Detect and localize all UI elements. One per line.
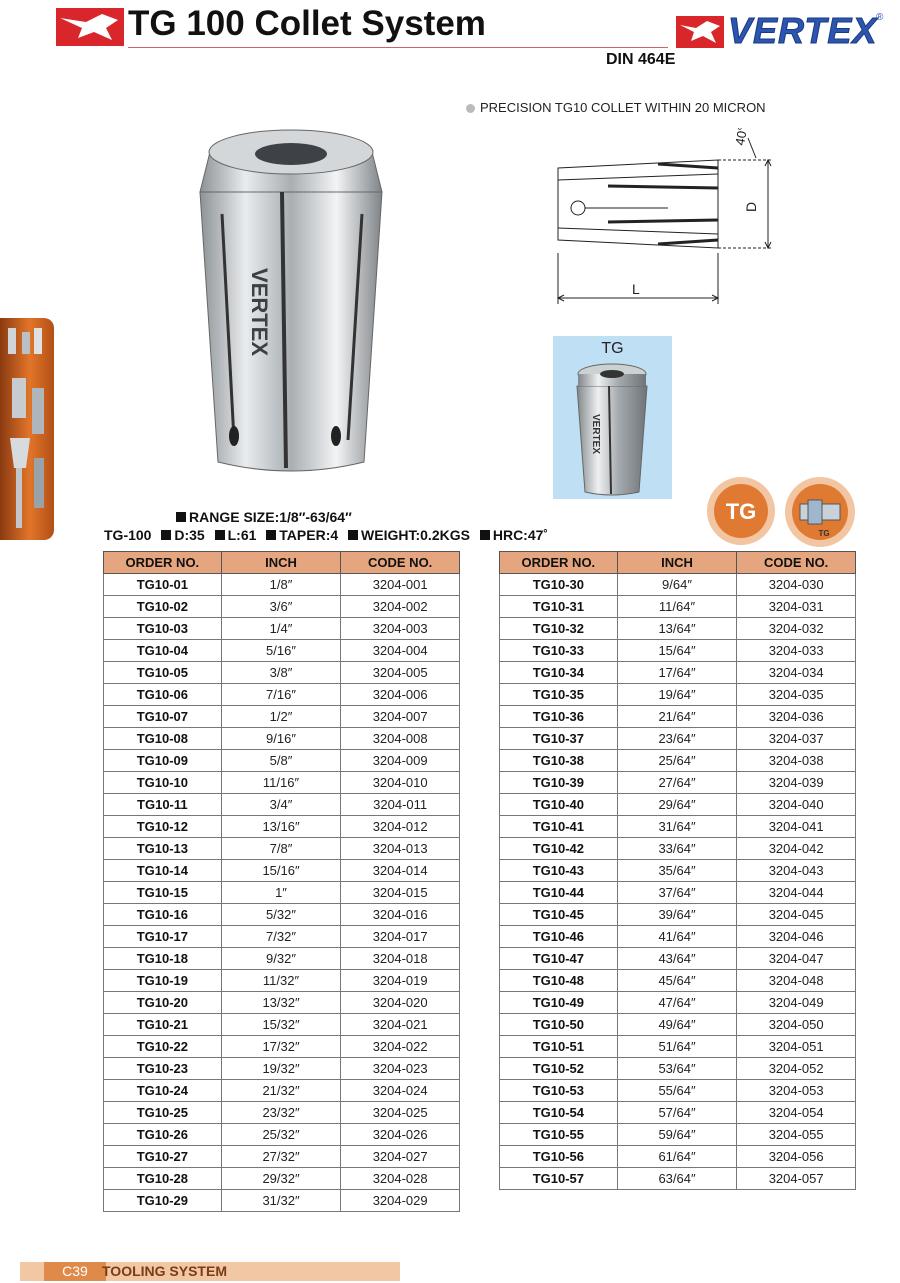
inch-cell: 3/6″ bbox=[221, 596, 341, 618]
standard-label: DIN 464E bbox=[606, 51, 676, 68]
table-row bbox=[104, 1146, 460, 1168]
inch-cell: 47/64″ bbox=[617, 992, 737, 1014]
code-no-cell: 3204-025 bbox=[341, 1102, 460, 1124]
table-row bbox=[500, 948, 856, 970]
square-bullet-icon bbox=[266, 530, 276, 540]
code-no-cell: 3204-009 bbox=[341, 750, 460, 772]
square-bullet-icon bbox=[480, 530, 490, 540]
inch-cell: 27/64″ bbox=[617, 772, 737, 794]
table-row bbox=[500, 1014, 856, 1036]
code-no-cell: 3204-018 bbox=[341, 948, 460, 970]
code-no-cell: 3204-055 bbox=[737, 1124, 856, 1146]
title-divider bbox=[128, 47, 668, 48]
registered-mark: ® bbox=[876, 12, 884, 23]
page-title: TG 100 Collet System bbox=[128, 4, 486, 43]
code-no-cell: 3204-008 bbox=[341, 728, 460, 750]
spec-weight: WEIGHT:0.2KGS bbox=[361, 527, 470, 543]
table-row bbox=[104, 574, 460, 596]
code-no-cell: 3204-028 bbox=[341, 1168, 460, 1190]
tg-badge-label: TG bbox=[725, 499, 757, 524]
table-row bbox=[500, 1124, 856, 1146]
spec-taper: TAPER:4 bbox=[279, 527, 339, 543]
table-row bbox=[500, 1058, 856, 1080]
table-row bbox=[104, 1102, 460, 1124]
code-no-cell: 3204-057 bbox=[737, 1168, 856, 1190]
brand-eagle-icon bbox=[676, 16, 724, 48]
inch-cell: 5/32″ bbox=[221, 904, 341, 926]
table-row bbox=[104, 904, 460, 926]
code-no-cell: 3204-027 bbox=[341, 1146, 460, 1168]
inch-cell: 51/64″ bbox=[617, 1036, 737, 1058]
inch-cell: 59/64″ bbox=[617, 1124, 737, 1146]
tooling-side-image bbox=[0, 318, 54, 540]
inch-cell: 31/32″ bbox=[221, 1190, 341, 1212]
code-no-cell: 3204-013 bbox=[341, 838, 460, 860]
length-label: L bbox=[632, 281, 640, 297]
order-no-cell: TG10-57 bbox=[500, 1168, 618, 1190]
table-row bbox=[104, 1080, 460, 1102]
order-no-cell: TG10-34 bbox=[500, 662, 618, 684]
table-row bbox=[104, 860, 460, 882]
inch-cell: 29/32″ bbox=[221, 1168, 341, 1190]
table-row bbox=[104, 706, 460, 728]
code-no-cell: 3204-051 bbox=[737, 1036, 856, 1058]
header-code-no: CODE NO. bbox=[737, 552, 856, 574]
code-no-cell: 3204-020 bbox=[341, 992, 460, 1014]
inch-cell: 25/32″ bbox=[221, 1124, 341, 1146]
table-row bbox=[500, 1146, 856, 1168]
svg-text:VERTEX: VERTEX bbox=[590, 414, 601, 455]
table-row bbox=[104, 618, 460, 640]
order-no-cell: TG10-32 bbox=[500, 618, 618, 640]
order-no-cell: TG10-38 bbox=[500, 750, 618, 772]
square-bullet-icon bbox=[161, 530, 171, 540]
order-no-cell: TG10-24 bbox=[104, 1080, 222, 1102]
code-no-cell: 3204-016 bbox=[341, 904, 460, 926]
order-no-cell: TG10-23 bbox=[104, 1058, 222, 1080]
code-no-cell: 3204-006 bbox=[341, 684, 460, 706]
spec-line bbox=[104, 527, 548, 543]
order-no-cell: TG10-13 bbox=[104, 838, 222, 860]
code-no-cell: 3204-017 bbox=[341, 926, 460, 948]
table-row bbox=[500, 1168, 856, 1190]
code-no-cell: 3204-054 bbox=[737, 1102, 856, 1124]
code-no-cell: 3204-042 bbox=[737, 838, 856, 860]
order-no-cell: TG10-37 bbox=[500, 728, 618, 750]
inch-cell: 1/8″ bbox=[221, 574, 341, 596]
square-bullet-icon bbox=[348, 530, 358, 540]
order-no-cell: TG10-21 bbox=[104, 1014, 222, 1036]
order-no-cell: TG10-39 bbox=[500, 772, 618, 794]
code-no-cell: 3204-038 bbox=[737, 750, 856, 772]
order-no-cell: TG10-50 bbox=[500, 1014, 618, 1036]
inch-cell: 11/16″ bbox=[221, 772, 341, 794]
inch-cell: 1/4″ bbox=[221, 618, 341, 640]
range-size bbox=[170, 509, 352, 525]
code-no-cell: 3204-021 bbox=[341, 1014, 460, 1036]
table-row bbox=[104, 684, 460, 706]
table-header-row bbox=[104, 552, 460, 574]
code-no-cell: 3204-029 bbox=[341, 1190, 460, 1212]
table-row bbox=[104, 926, 460, 948]
order-no-cell: TG10-11 bbox=[104, 794, 222, 816]
order-table-left bbox=[103, 551, 460, 1212]
order-no-cell: TG10-40 bbox=[500, 794, 618, 816]
order-no-cell: TG10-25 bbox=[104, 1102, 222, 1124]
inch-cell: 17/64″ bbox=[617, 662, 737, 684]
code-no-cell: 3204-015 bbox=[341, 882, 460, 904]
table-row bbox=[104, 882, 460, 904]
order-no-cell: TG10-12 bbox=[104, 816, 222, 838]
table-row bbox=[500, 640, 856, 662]
brand-name: VERTEX bbox=[728, 10, 878, 51]
tg-photo-label: TG bbox=[601, 340, 624, 357]
inch-cell: 9/64″ bbox=[617, 574, 737, 596]
page-footer bbox=[20, 1262, 400, 1281]
table-row bbox=[104, 1168, 460, 1190]
code-no-cell: 3204-004 bbox=[341, 640, 460, 662]
order-table-right bbox=[499, 551, 856, 1190]
inch-cell: 13/64″ bbox=[617, 618, 737, 640]
collet-dimension-drawing bbox=[548, 128, 788, 306]
inch-cell: 45/64″ bbox=[617, 970, 737, 992]
order-no-cell: TG10-52 bbox=[500, 1058, 618, 1080]
table-row bbox=[500, 1036, 856, 1058]
order-no-cell: TG10-45 bbox=[500, 904, 618, 926]
table-row bbox=[104, 948, 460, 970]
order-no-cell: TG10-30 bbox=[500, 574, 618, 596]
inch-cell: 5/8″ bbox=[221, 750, 341, 772]
code-no-cell: 3204-039 bbox=[737, 772, 856, 794]
inch-cell: 19/32″ bbox=[221, 1058, 341, 1080]
square-bullet-icon bbox=[176, 512, 186, 522]
order-no-cell: TG10-04 bbox=[104, 640, 222, 662]
order-no-cell: TG10-46 bbox=[500, 926, 618, 948]
bullet-icon bbox=[466, 104, 475, 113]
table-row bbox=[104, 970, 460, 992]
order-no-cell: TG10-18 bbox=[104, 948, 222, 970]
table-row bbox=[104, 816, 460, 838]
table-row bbox=[500, 882, 856, 904]
header-code-no: CODE NO. bbox=[341, 552, 460, 574]
vertex-brand-logo bbox=[676, 12, 888, 50]
inch-cell: 3/8″ bbox=[221, 662, 341, 684]
inch-cell: 63/64″ bbox=[617, 1168, 737, 1190]
order-no-cell: TG10-15 bbox=[104, 882, 222, 904]
inch-cell: 49/64″ bbox=[617, 1014, 737, 1036]
order-no-cell: TG10-17 bbox=[104, 926, 222, 948]
code-no-cell: 3204-044 bbox=[737, 882, 856, 904]
code-no-cell: 3204-047 bbox=[737, 948, 856, 970]
table-row bbox=[104, 1058, 460, 1080]
inch-cell: 7/8″ bbox=[221, 838, 341, 860]
table-row bbox=[500, 728, 856, 750]
inch-cell: 21/32″ bbox=[221, 1080, 341, 1102]
order-no-cell: TG10-48 bbox=[500, 970, 618, 992]
table-row bbox=[500, 750, 856, 772]
order-no-cell: TG10-44 bbox=[500, 882, 618, 904]
spec-diameter: D:35 bbox=[174, 527, 205, 543]
model-name: TG-100 bbox=[104, 527, 152, 543]
inch-cell: 25/64″ bbox=[617, 750, 737, 772]
order-no-cell: TG10-55 bbox=[500, 1124, 618, 1146]
order-no-cell: TG10-06 bbox=[104, 684, 222, 706]
code-no-cell: 3204-040 bbox=[737, 794, 856, 816]
collet-product-image bbox=[186, 118, 396, 478]
code-no-cell: 3204-041 bbox=[737, 816, 856, 838]
order-no-cell: TG10-09 bbox=[104, 750, 222, 772]
order-no-cell: TG10-10 bbox=[104, 772, 222, 794]
code-no-cell: 3204-007 bbox=[341, 706, 460, 728]
order-no-cell: TG10-54 bbox=[500, 1102, 618, 1124]
inch-cell: 1/2″ bbox=[221, 706, 341, 728]
code-no-cell: 3204-001 bbox=[341, 574, 460, 596]
code-no-cell: 3204-024 bbox=[341, 1080, 460, 1102]
inch-cell: 13/32″ bbox=[221, 992, 341, 1014]
spec-hrc: HRC:47˚ bbox=[492, 527, 549, 543]
square-bullet-icon bbox=[215, 530, 225, 540]
code-no-cell: 3204-005 bbox=[341, 662, 460, 684]
inch-cell: 5/16″ bbox=[221, 640, 341, 662]
code-no-cell: 3204-056 bbox=[737, 1146, 856, 1168]
code-no-cell: 3204-014 bbox=[341, 860, 460, 882]
code-no-cell: 3204-049 bbox=[737, 992, 856, 1014]
inch-cell: 33/64″ bbox=[617, 838, 737, 860]
order-no-cell: TG10-49 bbox=[500, 992, 618, 1014]
table-row bbox=[500, 838, 856, 860]
order-no-cell: TG10-01 bbox=[104, 574, 222, 596]
code-no-cell: 3204-002 bbox=[341, 596, 460, 618]
order-no-cell: TG10-22 bbox=[104, 1036, 222, 1058]
table-row bbox=[500, 816, 856, 838]
table-row bbox=[500, 992, 856, 1014]
table-row bbox=[500, 574, 856, 596]
order-no-cell: TG10-51 bbox=[500, 1036, 618, 1058]
table-row bbox=[500, 794, 856, 816]
page-number: C39 bbox=[44, 1262, 106, 1281]
table-row bbox=[104, 640, 460, 662]
code-no-cell: 3204-012 bbox=[341, 816, 460, 838]
code-no-cell: 3204-037 bbox=[737, 728, 856, 750]
code-no-cell: 3204-026 bbox=[341, 1124, 460, 1146]
inch-cell: 11/32″ bbox=[221, 970, 341, 992]
precision-note-text: PRECISION TG10 COLLET WITHIN 20 MICRON bbox=[480, 100, 766, 115]
header-order-no: ORDER NO. bbox=[104, 552, 222, 574]
inch-cell: 7/16″ bbox=[221, 684, 341, 706]
code-no-cell: 3204-030 bbox=[737, 574, 856, 596]
inch-cell: 19/64″ bbox=[617, 684, 737, 706]
inch-cell: 9/16″ bbox=[221, 728, 341, 750]
code-no-cell: 3204-033 bbox=[737, 640, 856, 662]
table-row bbox=[104, 794, 460, 816]
table-row bbox=[104, 596, 460, 618]
order-no-cell: TG10-20 bbox=[104, 992, 222, 1014]
order-no-cell: TG10-08 bbox=[104, 728, 222, 750]
tg-holder-label: TG bbox=[818, 529, 830, 538]
header-inch: INCH bbox=[617, 552, 737, 574]
order-no-cell: TG10-47 bbox=[500, 948, 618, 970]
code-no-cell: 3204-043 bbox=[737, 860, 856, 882]
order-no-cell: TG10-31 bbox=[500, 596, 618, 618]
header-order-no: ORDER NO. bbox=[500, 552, 618, 574]
order-no-cell: TG10-07 bbox=[104, 706, 222, 728]
table-row bbox=[104, 772, 460, 794]
table-row bbox=[500, 1080, 856, 1102]
table-row bbox=[500, 860, 856, 882]
inch-cell: 37/64″ bbox=[617, 882, 737, 904]
code-no-cell: 3204-046 bbox=[737, 926, 856, 948]
order-no-cell: TG10-26 bbox=[104, 1124, 222, 1146]
code-no-cell: 3204-053 bbox=[737, 1080, 856, 1102]
table-row bbox=[104, 838, 460, 860]
inch-cell: 1″ bbox=[221, 882, 341, 904]
inch-cell: 31/64″ bbox=[617, 816, 737, 838]
tg-holder-badge bbox=[784, 476, 856, 548]
inch-cell: 41/64″ bbox=[617, 926, 737, 948]
code-no-cell: 3204-019 bbox=[341, 970, 460, 992]
code-no-cell: 3204-022 bbox=[341, 1036, 460, 1058]
code-no-cell: 3204-032 bbox=[737, 618, 856, 640]
code-no-cell: 3204-011 bbox=[341, 794, 460, 816]
table-row bbox=[104, 1190, 460, 1212]
table-row bbox=[104, 750, 460, 772]
inch-cell: 15/16″ bbox=[221, 860, 341, 882]
table-row bbox=[500, 772, 856, 794]
order-no-cell: TG10-03 bbox=[104, 618, 222, 640]
inch-cell: 13/16″ bbox=[221, 816, 341, 838]
code-no-cell: 3204-045 bbox=[737, 904, 856, 926]
code-no-cell: 3204-023 bbox=[341, 1058, 460, 1080]
tg-badge bbox=[706, 476, 776, 546]
inch-cell: 53/64″ bbox=[617, 1058, 737, 1080]
order-no-cell: TG10-28 bbox=[104, 1168, 222, 1190]
inch-cell: 9/32″ bbox=[221, 948, 341, 970]
code-no-cell: 3204-031 bbox=[737, 596, 856, 618]
eagle-logo-icon bbox=[56, 8, 124, 46]
inch-cell: 7/32″ bbox=[221, 926, 341, 948]
inch-cell: 43/64″ bbox=[617, 948, 737, 970]
spec-length: L:61 bbox=[227, 527, 257, 543]
inch-cell: 39/64″ bbox=[617, 904, 737, 926]
code-no-cell: 3204-034 bbox=[737, 662, 856, 684]
order-no-cell: TG10-41 bbox=[500, 816, 618, 838]
tg-collet-photo bbox=[553, 336, 672, 499]
order-no-cell: TG10-42 bbox=[500, 838, 618, 860]
order-no-cell: TG10-05 bbox=[104, 662, 222, 684]
precision-note bbox=[466, 100, 766, 115]
inch-cell: 11/64″ bbox=[617, 596, 737, 618]
table-row bbox=[500, 1102, 856, 1124]
order-no-cell: TG10-29 bbox=[104, 1190, 222, 1212]
inch-cell: 17/32″ bbox=[221, 1036, 341, 1058]
inch-cell: 27/32″ bbox=[221, 1146, 341, 1168]
angle-label: 40° bbox=[732, 128, 751, 147]
code-no-cell: 3204-050 bbox=[737, 1014, 856, 1036]
code-no-cell: 3204-048 bbox=[737, 970, 856, 992]
table-row bbox=[104, 992, 460, 1014]
inch-cell: 15/64″ bbox=[617, 640, 737, 662]
table-row bbox=[500, 904, 856, 926]
inch-cell: 15/32″ bbox=[221, 1014, 341, 1036]
order-no-cell: TG10-53 bbox=[500, 1080, 618, 1102]
order-no-cell: TG10-33 bbox=[500, 640, 618, 662]
order-no-cell: TG10-16 bbox=[104, 904, 222, 926]
table-row bbox=[500, 618, 856, 640]
order-no-cell: TG10-02 bbox=[104, 596, 222, 618]
table-row bbox=[104, 662, 460, 684]
inch-cell: 35/64″ bbox=[617, 860, 737, 882]
inch-cell: 55/64″ bbox=[617, 1080, 737, 1102]
inch-cell: 57/64″ bbox=[617, 1102, 737, 1124]
table-row bbox=[500, 970, 856, 992]
table-row bbox=[500, 662, 856, 684]
table-row bbox=[104, 1014, 460, 1036]
range-size-text: RANGE SIZE:1/8″-63/64″ bbox=[189, 509, 352, 525]
order-no-cell: TG10-19 bbox=[104, 970, 222, 992]
code-no-cell: 3204-010 bbox=[341, 772, 460, 794]
inch-cell: 23/32″ bbox=[221, 1102, 341, 1124]
code-no-cell: 3204-036 bbox=[737, 706, 856, 728]
table-row bbox=[500, 684, 856, 706]
inch-cell: 61/64″ bbox=[617, 1146, 737, 1168]
inch-cell: 21/64″ bbox=[617, 706, 737, 728]
order-no-cell: TG10-36 bbox=[500, 706, 618, 728]
order-no-cell: TG10-14 bbox=[104, 860, 222, 882]
header-inch: INCH bbox=[221, 552, 341, 574]
table-row bbox=[104, 1036, 460, 1058]
table-row bbox=[104, 728, 460, 750]
code-no-cell: 3204-003 bbox=[341, 618, 460, 640]
table-header-row bbox=[500, 552, 856, 574]
svg-text:VERTEX: VERTEX bbox=[247, 268, 272, 357]
section-name: TOOLING SYSTEM bbox=[102, 1263, 227, 1279]
order-no-cell: TG10-43 bbox=[500, 860, 618, 882]
diameter-label: D bbox=[743, 201, 759, 212]
table-row bbox=[500, 706, 856, 728]
inch-cell: 29/64″ bbox=[617, 794, 737, 816]
code-no-cell: 3204-052 bbox=[737, 1058, 856, 1080]
code-no-cell: 3204-035 bbox=[737, 684, 856, 706]
inch-cell: 23/64″ bbox=[617, 728, 737, 750]
order-no-cell: TG10-35 bbox=[500, 684, 618, 706]
inch-cell: 3/4″ bbox=[221, 794, 341, 816]
table-row bbox=[500, 926, 856, 948]
table-row bbox=[104, 1124, 460, 1146]
table-row bbox=[500, 596, 856, 618]
order-no-cell: TG10-27 bbox=[104, 1146, 222, 1168]
order-no-cell: TG10-56 bbox=[500, 1146, 618, 1168]
